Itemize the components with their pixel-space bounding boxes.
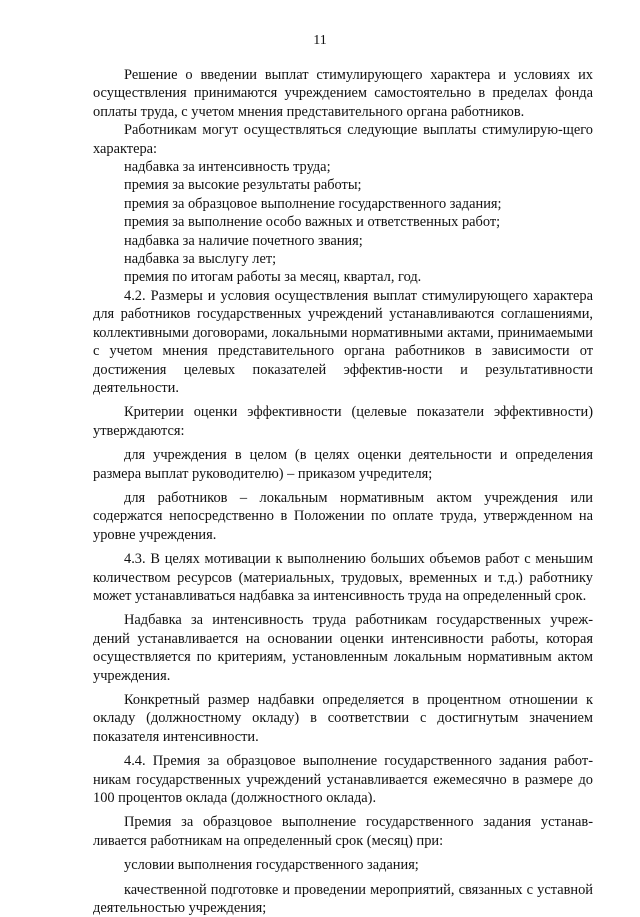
paragraph: 4.4. Премия за образцовое выполнение государственного задания работ-никам государственных учреждений устанавливается ежемесячно в размере до 100 процентов оклада (должностного оклада). xyxy=(93,753,593,807)
paragraph: Конкретный размер надбавки определяется в процентном отношении к окладу (должностному окладу) в соответствии с достигнутым значением показателя интенсивности. xyxy=(93,692,593,745)
paragraph: для работников – локальным нормативным актом учреждения или содержатся непосредственно в Положении по оплате труда, утвержденном на уровне учреждения. xyxy=(93,489,593,543)
paragraph: Надбавка за интенсивность труда работникам государственных учреж-дений устанавливается на основании оценки интенсивности работы, которая осуществляется по критериям, установленным локальным нормативным актом учреждения. xyxy=(93,612,593,684)
list-item: премия за образцовое выполнение государственного задания; xyxy=(124,195,502,212)
paragraph: Работникам могут осуществляться следующие выплаты стимулирую-щего характера: xyxy=(93,122,593,157)
list-item: надбавка за выслугу лет; xyxy=(124,251,277,268)
paragraph: 4.2. Размеры и условия осуществления выплат стимулирующего характера для работников государственных учреждений устанавливаются соглашениями, коллективными договорами, локальными нормативными актами, принимаемыми с учетом мнения представительного органа работников в зависимости от достижения целевых показателей эффектив-ности и результативности деятельности. xyxy=(93,287,593,396)
document-body xyxy=(93,66,593,917)
paragraph: Критерии оценки эффективности (целевые показатели эффективности) утверждаются: xyxy=(93,404,593,439)
list-item: условии выполнения государственного задания; xyxy=(124,857,419,874)
paragraph: для учреждения в целом (в целях оценки деятельности и определения размера выплат руководителю) – приказом учредителя; xyxy=(93,447,593,482)
list-item: премия за высокие результаты работы; xyxy=(124,177,362,194)
list-item: надбавка за наличие почетного звания; xyxy=(124,232,363,249)
list-item: премия за выполнение особо важных и ответственных работ; xyxy=(124,214,501,231)
paragraph: 4.3. В целях мотивации к выполнению больших объемов работ с меньшим количеством ресурсов (материальных, трудовых, временных и т.д.) работнику может устанавливаться надбавка за интенсивность труда на определенный срок. xyxy=(93,551,593,604)
list-item: надбавка за интенсивность труда; xyxy=(124,159,331,176)
page-number: 11 xyxy=(313,33,327,48)
list-item: премия по итогам работы за месяц, квартал, год. xyxy=(124,269,422,286)
paragraph: Решение о введении выплат стимулирующего характера и условиях их осуществления принимаются учреждением самостоятельно в пределах фонда оплаты труда, с учетом мнения представительного органа работников. xyxy=(93,67,593,120)
paragraph: Премия за образцовое выполнение государственного задания устанав-ливается работникам на определенный срок (месяц) при: xyxy=(93,814,593,849)
paragraph: качественной подготовке и проведении мероприятий, связанных с уставной деятельностью учреждения; xyxy=(93,881,593,917)
